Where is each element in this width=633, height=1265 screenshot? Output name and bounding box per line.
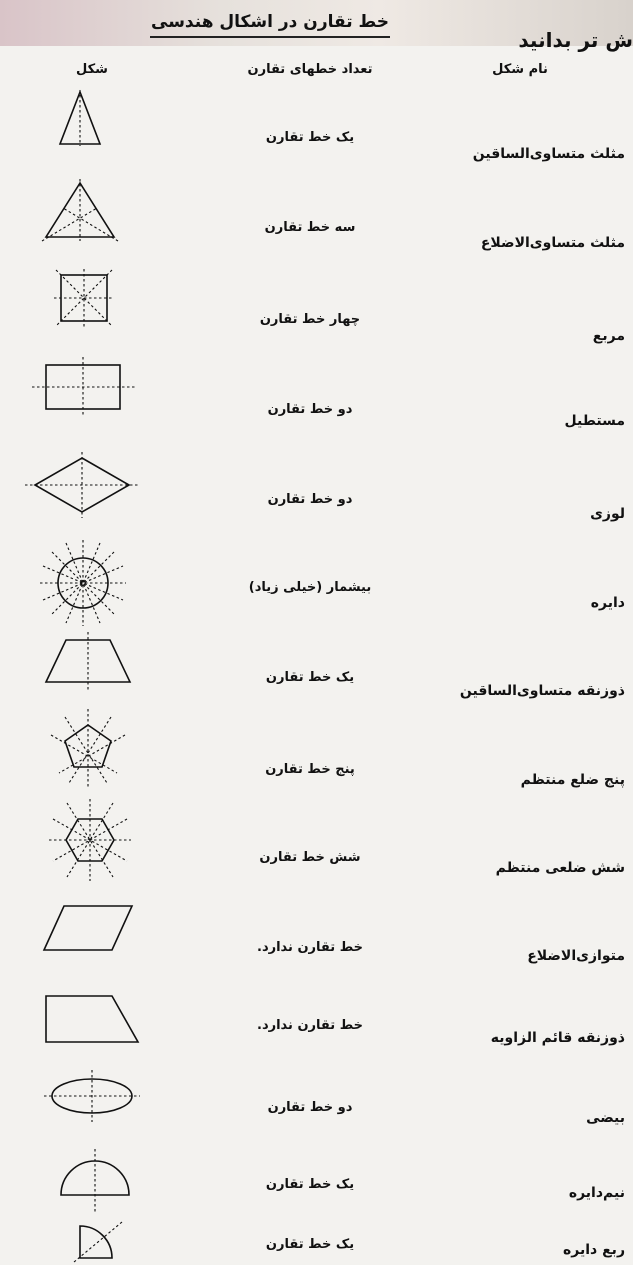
rhombus-icon: [25, 452, 140, 518]
page-title: خط تقارن در اشکال هندسی: [151, 12, 389, 32]
symmetry-count: سه خط تقارن: [264, 220, 356, 235]
ellipse-icon: [42, 1068, 142, 1124]
symmetry-count: دو خط تقارن: [267, 402, 353, 417]
square-icon: [50, 268, 120, 328]
symmetry-count: چهار خط تقارن: [259, 312, 361, 327]
regular-pentagon-icon: [45, 705, 131, 791]
symmetry-count: یک خط تقارن: [265, 1177, 355, 1192]
shape-name: دایره: [590, 595, 625, 611]
parallelogram-icon: [40, 898, 140, 958]
shape-name: مثلث متساوی‌الاضلاع: [480, 235, 625, 251]
symmetry-count: پنج خط تقارن: [265, 762, 355, 777]
shape-name: ربع دایره: [563, 1242, 625, 1258]
symmetry-count: یک خط تقارن: [265, 130, 355, 145]
column-header-shape: شکل: [76, 62, 108, 77]
isosceles-trapezoid-icon: [38, 632, 138, 692]
symmetry-count: شش خط تقارن: [259, 850, 361, 865]
shape-name: نیم‌دایره: [568, 1185, 625, 1201]
shape-name: مثلث متساوی‌الساقین: [472, 146, 625, 162]
shape-name: مستطیل: [564, 413, 625, 429]
symmetry-count: خط تقارن ندارد.: [257, 1018, 363, 1033]
shape-name: مربع: [592, 328, 625, 344]
symmetry-count: دو خط تقارن: [267, 1100, 353, 1115]
isosceles-triangle-icon: [50, 88, 110, 148]
right-trapezoid-icon: [40, 988, 145, 1048]
symmetry-count: یک خط تقارن: [265, 670, 355, 685]
symmetry-count: دو خط تقارن: [267, 492, 353, 507]
shape-name: شش ضلعی منتظم: [495, 860, 625, 876]
symmetry-count: بیشمار (خیلی زیاد): [248, 580, 372, 595]
symmetry-count: یک خط تقارن: [265, 1237, 355, 1252]
shape-name: ذوزنقه متساوی‌الساقین: [459, 683, 625, 699]
shape-name: پنج ضلع منتظم: [520, 772, 625, 788]
semicircle-icon: [55, 1145, 135, 1215]
circle-icon: [38, 538, 128, 628]
equilateral-triangle-icon: [40, 175, 120, 245]
title-underline: [150, 36, 390, 38]
column-header-count: تعداد خطهای تقارن: [247, 62, 373, 77]
shape-name: متوازی‌الاضلاع: [527, 948, 625, 964]
quarter-circle-icon: [70, 1218, 130, 1264]
symmetry-count: خط تقارن ندارد.: [257, 940, 363, 955]
column-header-name: نام شکل: [492, 62, 548, 77]
shape-name: بیضی: [586, 1110, 625, 1126]
regular-hexagon-icon: [45, 795, 135, 885]
section-heading: ش تر بدانید: [518, 28, 633, 52]
shape-name: لوزی: [590, 506, 625, 522]
rectangle-icon: [30, 355, 140, 415]
shape-name: ذوزنقه قائم الزاویه: [490, 1030, 625, 1046]
